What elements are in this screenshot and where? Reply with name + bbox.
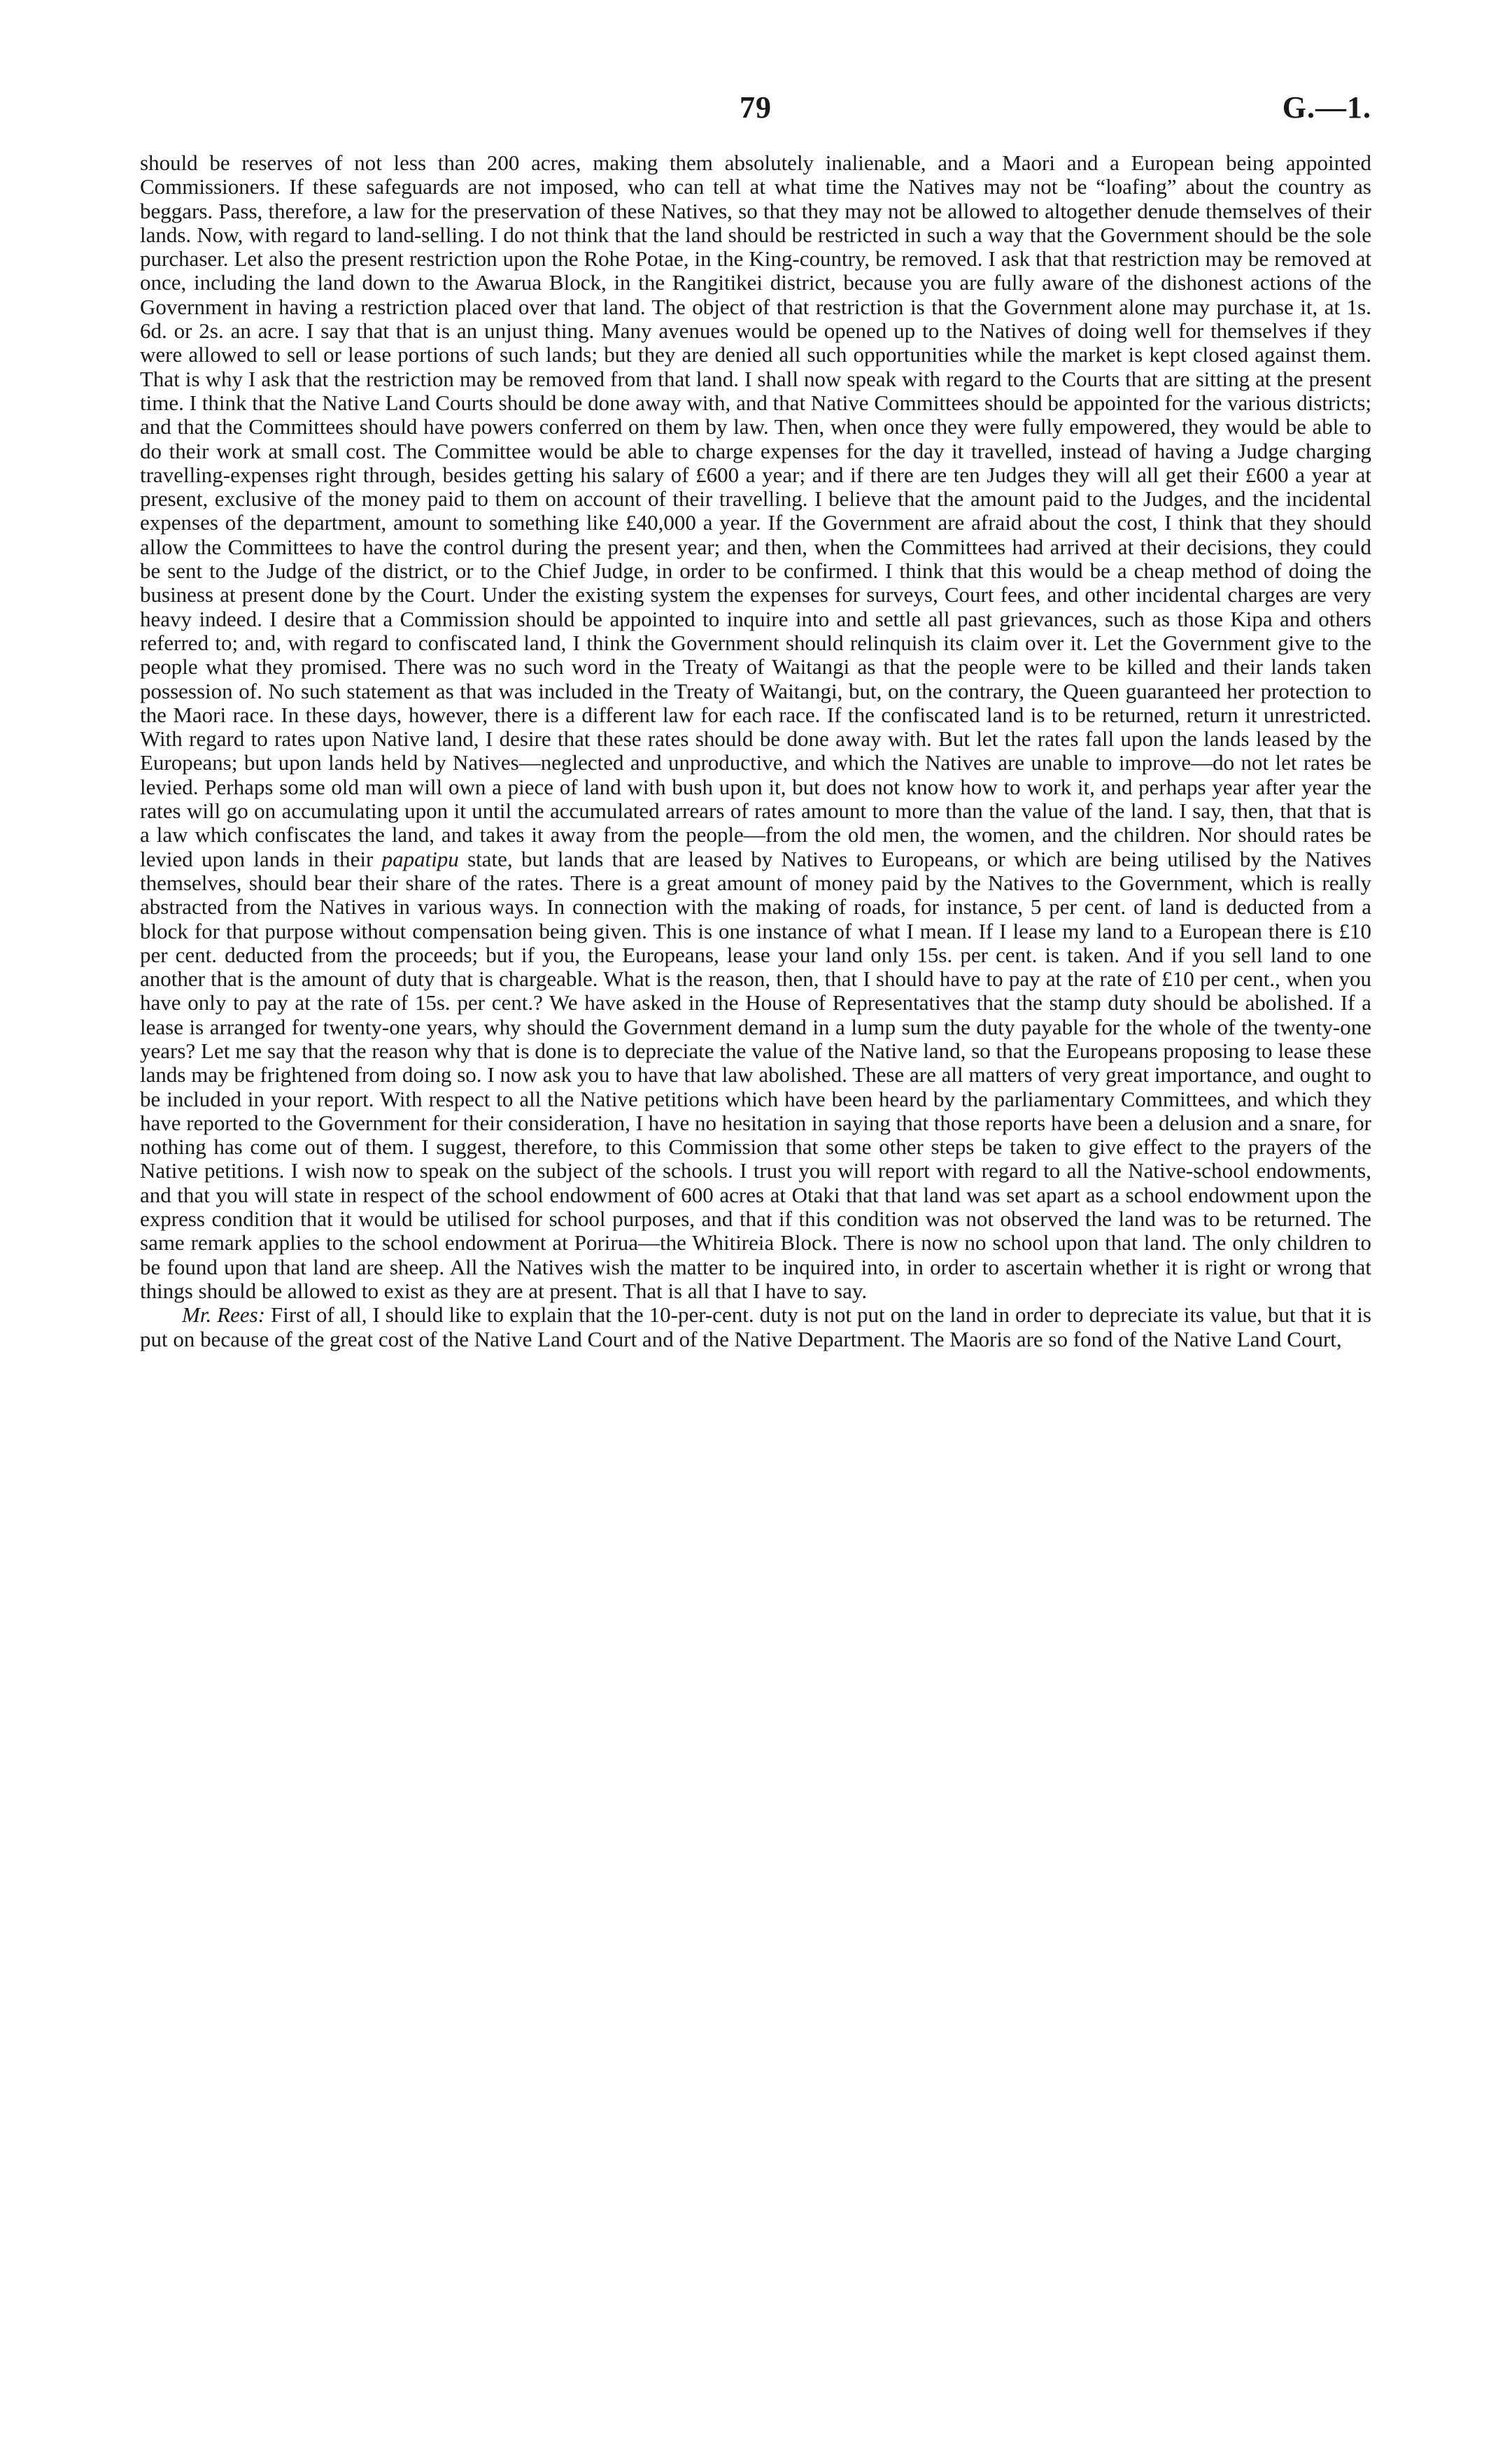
speech-text-part1: should be reserves of not less than 200 acres, making them absolutely inalienable, and a Maori and a European being appointed Commissioners. If these safeguards are not imposed, who can tell at what time the Natives may not be “loafing” about the country as beggars. Pass, therefore, a law for the preservation of these Natives, so that they may not be allowed to altogether denude themselves of their lands. Now, with regard to land-selling. I do not think that the land should be restricted in such a way that the Government should be the sole purchaser. Let also the present restriction upon the Rohe Potae, in the King-country, be removed. I ask that that restriction may be removed at once, including the land down to the Awarua Block, in the Rangitikei district, because you are fully aware of the dishonest actions of the Government in having a restriction placed over that land. The object of that restriction is that the Government alone may purchase it, at 1s. 6d. or 2s. an acre. I say that that is an unjust thing. Many avenues would be opened up to the Natives of doing well for themselves if they were allowed to sell or lease portions of such lands; but they are denied all such opportunities while the market is kept closed against them. That is why I ask that the restriction may be removed from that land. I shall now speak with regard to the Courts that are sitting at the present time. I think that the Native Land Courts should be done away with, and that Native Committees should be appointed for the various districts; and that the Committees should have powers conferred on them by law. Then, when once they were fully empowered, they would be able to do their work at small cost. The Committee would be able to charge expenses for the day it travelled, instead of having a Judge charging travelling-expenses right through, besides getting his salary of £600 a year; and if there are ten Judges they will all get their £600 a year at present, exclusive of the money paid to them on account of their travelling. I believe that the amount paid to the Judges, and the incidental expenses of the department, amount to something like £40,000 a year. If the Government are afraid about the cost, I think that they should allow the Committees to have the control during the present year; and then, when the Committees had arrived at their decisions, they could be sent to the Judge of the district, or to the Chief Judge, in order to be confirmed. I think that this would be a cheap method of doing the business at present done by the Court. Under the existing system the expenses for surveys, Court fees, and other incidental charges are very heavy indeed. I desire that a Commission should be appointed to inquire into and settle all past grievances, such as those Kipa and others referred to; and, with regard to confiscated land, I think the Government should relinquish its claim over it. Let the Government give to the people what they promised. There was no such word in the Treaty of Waitangi as that the people were to be killed and their lands taken possession of. No such statement as that was included in the Treaty of Waitangi, but, on the contrary, the Queen guaranteed her protection to the Maori race. In these days, however, there is a different law for each race. If the confiscated land is to be returned, return it unrestricted. With regard to rates upon Native land, I desire that these rates should be done away with. But let the rates fall upon the lands leased by the Europeans; but upon lands held by Natives—neglected and unproductive, and which the Natives are unable to improve—do not let rates be levied. Perhaps some old man will own a piece of land with bush upon it, but does not know how to work it, and perhaps year after year the rates will go on accumulating upon it until the accumulated arrears of rates amount to more than the value of the land. I say, then, that that is a law which confiscates the land, and takes it away from the people—from the old men, the women, and the children. Nor should rates be levied upon lands in their: [140, 150, 1371, 871]
reply-text: First of all, I should like to explain that the 10-per-cent. duty is not put on the land in order to depreciate its value, but that it is put on because of the great cost of the Native Land Court and of the Native Department. The Maoris are so fond of the Native Land Court,: [140, 1302, 1371, 1351]
speech-text-part2: state, but lands that are leased by Natives to Europeans, or which are being utilised by the Natives themselves, should bear their share of the rates. There is a great amount of money paid by the Natives to the Government, which is really abstracted from the Natives in various ways. In connection with the making of roads, for instance, 5 per cent. of land is deducted from a block for that purpose without compensation being given. This is one instance of what I mean. If I lease my land to a European there is £10 per cent. deducted from the proceeds; but if you, the Europeans, lease your land only 15s. per cent. is taken. And if you sell land to one another that is the amount of duty that is chargeable. What is the reason, then, that I should have to pay at the rate of £10 per cent., when you have only to pay at the rate of 15s. per cent.? We have asked in the House of Representatives that the stamp duty should be abolished. If a lease is arranged for twenty-one years, why should the Government demand in a lump sum the duty payable for the whole of the twenty-one years? Let me say that the reason why that is done is to depreciate the value of the Native land, so that the Europeans proposing to lease these lands may be frightened from doing so. I now ask you to have that law abolished. These are all matters of very great importance, and ought to be included in your report. With respect to all the Native petitions which have been heard by the parliamentary Committees, and which they have reported to the Government for their consideration, I have no hesitation in saying that those reports have been a delusion and a snare, for nothing has come out of them. I suggest, therefore, to this Commission that some other steps be taken to give effect to the prayers of the Native petitions. I wish now to speak on the subject of the schools. I trust you will report with regard to all the Native-school endowments, and that you will state in respect of the school endowment of 600 acres at Otaki that that land was set apart as a school endowment upon the express condition that it would be utilised for school purposes, and that if this condition was not observed the land was to be returned. The same remark applies to the school endowment at Porirua—the Whitireia Block. There is now no school upon that land. The only children to be found upon that land are sheep. All the Natives wish the matter to be inquired into, in order to ascertain whether it is right or wrong that things should be allowed to exist as they are at present. That is all that I have to say.: [140, 846, 1372, 1303]
speech-paragraph: [140, 151, 1371, 1303]
page-number: 79: [740, 90, 772, 125]
body-text: [140, 151, 1371, 1351]
page-header: [140, 90, 1371, 139]
paper-code: G.—1.: [1282, 90, 1371, 125]
reply-paragraph: [140, 1303, 1371, 1351]
foreign-term: papatipu: [381, 846, 459, 871]
speaker-name: Mr. Rees:: [182, 1302, 266, 1328]
